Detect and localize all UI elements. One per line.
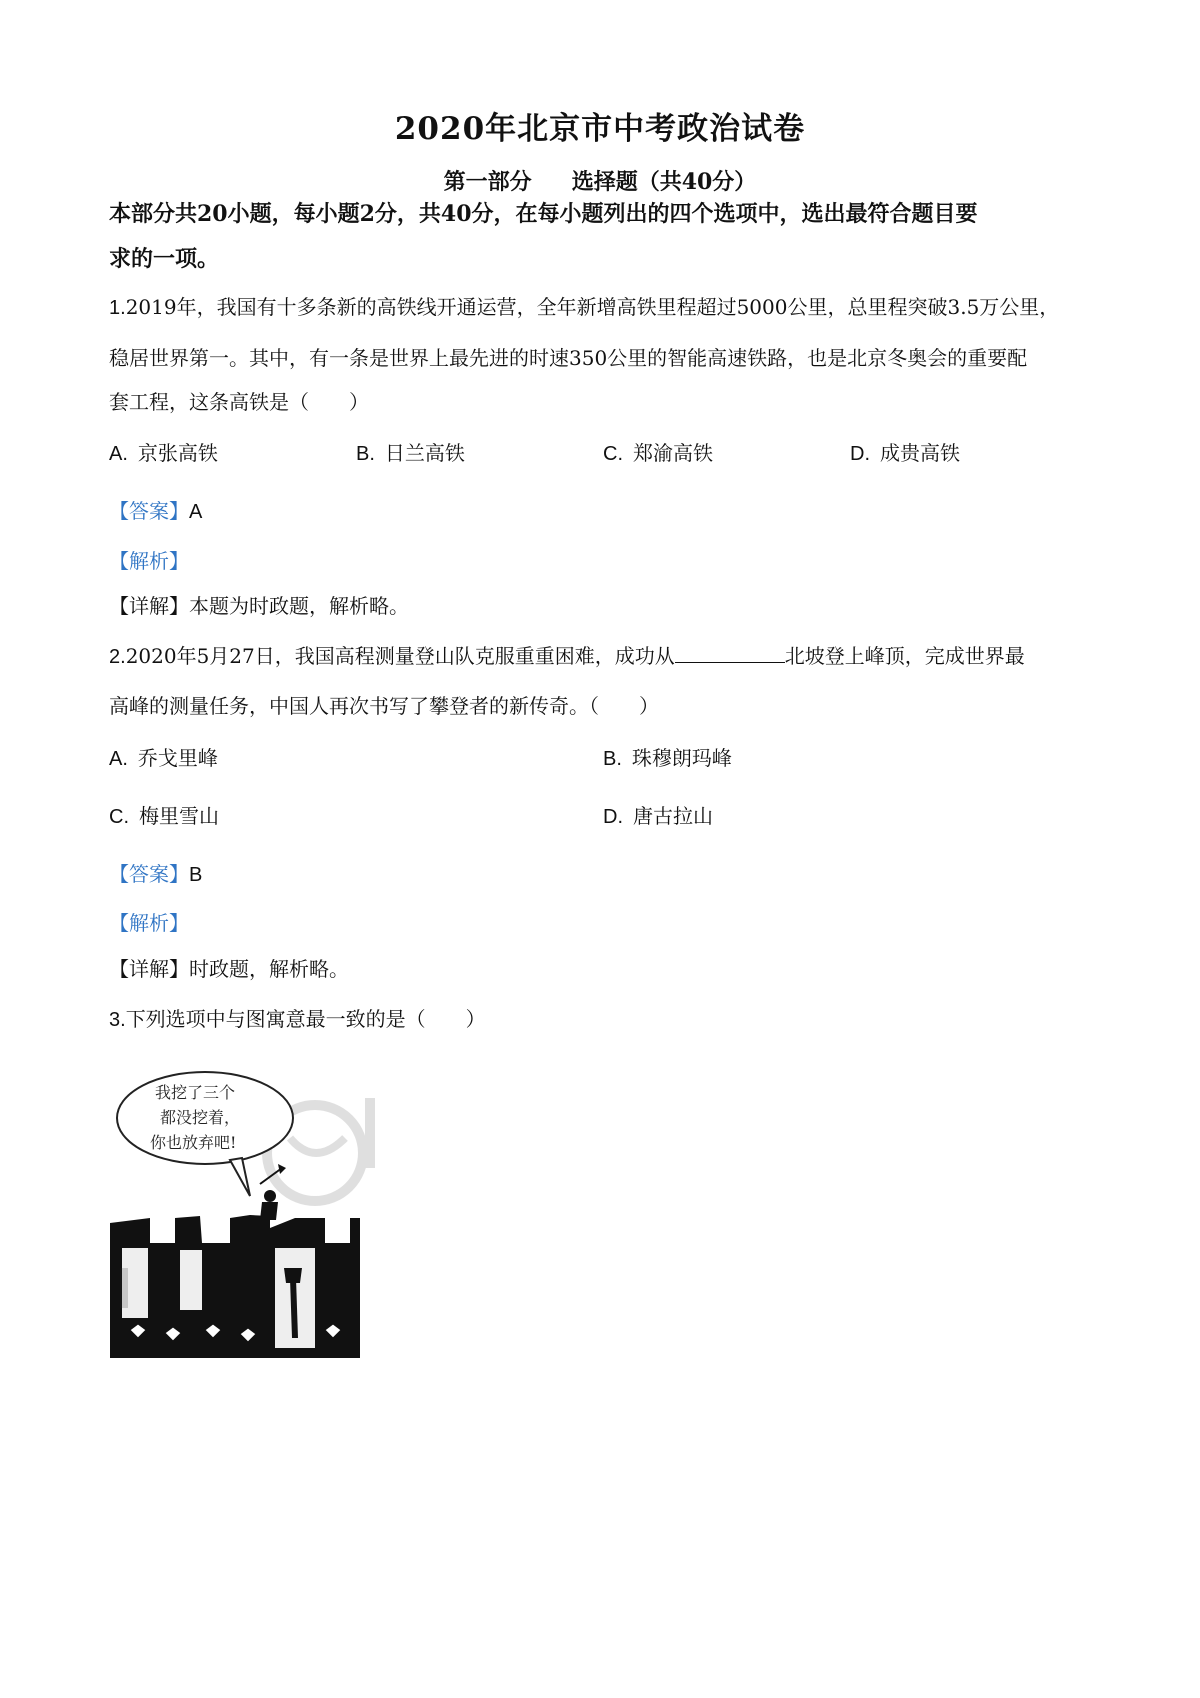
q2-option-c-letter: C. (109, 806, 129, 828)
q1-option-d (850, 437, 960, 466)
q1-option-b (356, 437, 465, 466)
ground-silhouette (110, 1215, 360, 1358)
q1-detail: 【详解】本题为时政题，解析略。 (109, 594, 409, 618)
q2-option-c-text: 梅里雪山 (139, 804, 219, 828)
q1-option-b-letter: B. (356, 443, 375, 465)
q2-option-a-text: 乔戈里峰 (137, 746, 218, 770)
bubble-text-1: 我挖了三个 (155, 1083, 236, 1102)
q2-answer-value: B (189, 864, 203, 886)
q3-stem (109, 1003, 1099, 1032)
q1-option-d-letter: D. (850, 443, 870, 465)
q2-option-d (603, 800, 713, 829)
q1-stem-line-2: 稳居世界第一。其中，有一条是世界上最先进的时速350公里的智能高速铁路，也是北京冬奥会的重要配 (109, 346, 1028, 370)
q3-number: 3. (109, 1009, 126, 1031)
page-title: 2020年北京市中考政治试卷 (394, 111, 806, 147)
q2-answer-tag: 【答案】 (109, 862, 189, 886)
q2-option-c (109, 800, 219, 829)
q1-option-c (603, 437, 713, 466)
q2-number: 2. (109, 646, 126, 668)
q2-option-d-text: 唐古拉山 (633, 804, 713, 828)
q1-stem-line-3: 套工程，这条高铁是（ ） (109, 390, 369, 414)
q2-option-a-letter: A. (109, 748, 128, 770)
q2-analysis (109, 907, 189, 936)
instructions-line-2: 求的一项。 (109, 246, 220, 272)
q1-option-a-text: 京张高铁 (137, 441, 218, 465)
q1-analysis (109, 545, 189, 574)
watermark-text (120, 1268, 128, 1308)
q2-fill-blank (675, 644, 785, 663)
q1-stem-line-1 (109, 291, 1099, 320)
q1-option-a (109, 437, 218, 466)
q2-text-1b: 北坡登上峰顶，完成世界最 (784, 644, 1025, 668)
q1-number: 1. (109, 297, 126, 319)
q1-option-c-letter: C. (603, 443, 623, 465)
q2-option-d-letter: D. (603, 806, 623, 828)
q1-text-1: 2019年，我国有十多条新的高铁线开通运营，全年新增高铁里程超过5000公里，总里程突破3.5万公里， (125, 295, 1060, 319)
q2-analysis-tag: 【解析】 (109, 911, 189, 935)
q2-option-a (109, 742, 218, 771)
q1-option-c-text: 郑渝高铁 (633, 441, 713, 465)
section-part: 第一部分 (443, 169, 532, 195)
bubble-text-2: 都没挖着， (160, 1108, 241, 1127)
q2-option-b-letter: B. (603, 748, 622, 770)
q1-option-a-letter: A. (109, 443, 128, 465)
q2-option-b-text: 珠穆朗玛峰 (631, 746, 732, 770)
q1-answer-value: A (189, 501, 203, 523)
q1-option-b-text: 日兰高铁 (384, 441, 465, 465)
q1-answer-tag: 【答案】 (109, 499, 189, 523)
bubble-text-3: 你也放弃吧! (150, 1133, 237, 1152)
q2-answer (109, 858, 202, 887)
q2-stem-line-2: 高峰的测量任务，中国人再次书写了攀登者的新传奇。（ ） (109, 694, 659, 718)
q1-analysis-tag: 【解析】 (109, 549, 189, 573)
instructions-line-1: 本部分共20小题，每小题2分，共40分，在每小题列出的四个选项中，选出最符合题目要 (109, 201, 978, 227)
section-name: 选择题（共40分） (571, 169, 757, 195)
q2-option-b (603, 742, 732, 771)
q2-stem-line-1 (109, 640, 1099, 669)
section-heading (0, 165, 1200, 196)
q1-answer (109, 495, 202, 524)
cartoon-image (110, 1068, 420, 1358)
q1-option-d-text: 成贵高铁 (880, 441, 960, 465)
q3-text: 下列选项中与图寓意最一致的是（ ） (125, 1007, 486, 1031)
q2-detail: 【详解】时政题，解析略。 (109, 957, 349, 981)
q2-text-1a: 2020年5月27日，我国高程测量登山队克服重重困难，成功从 (125, 644, 675, 668)
